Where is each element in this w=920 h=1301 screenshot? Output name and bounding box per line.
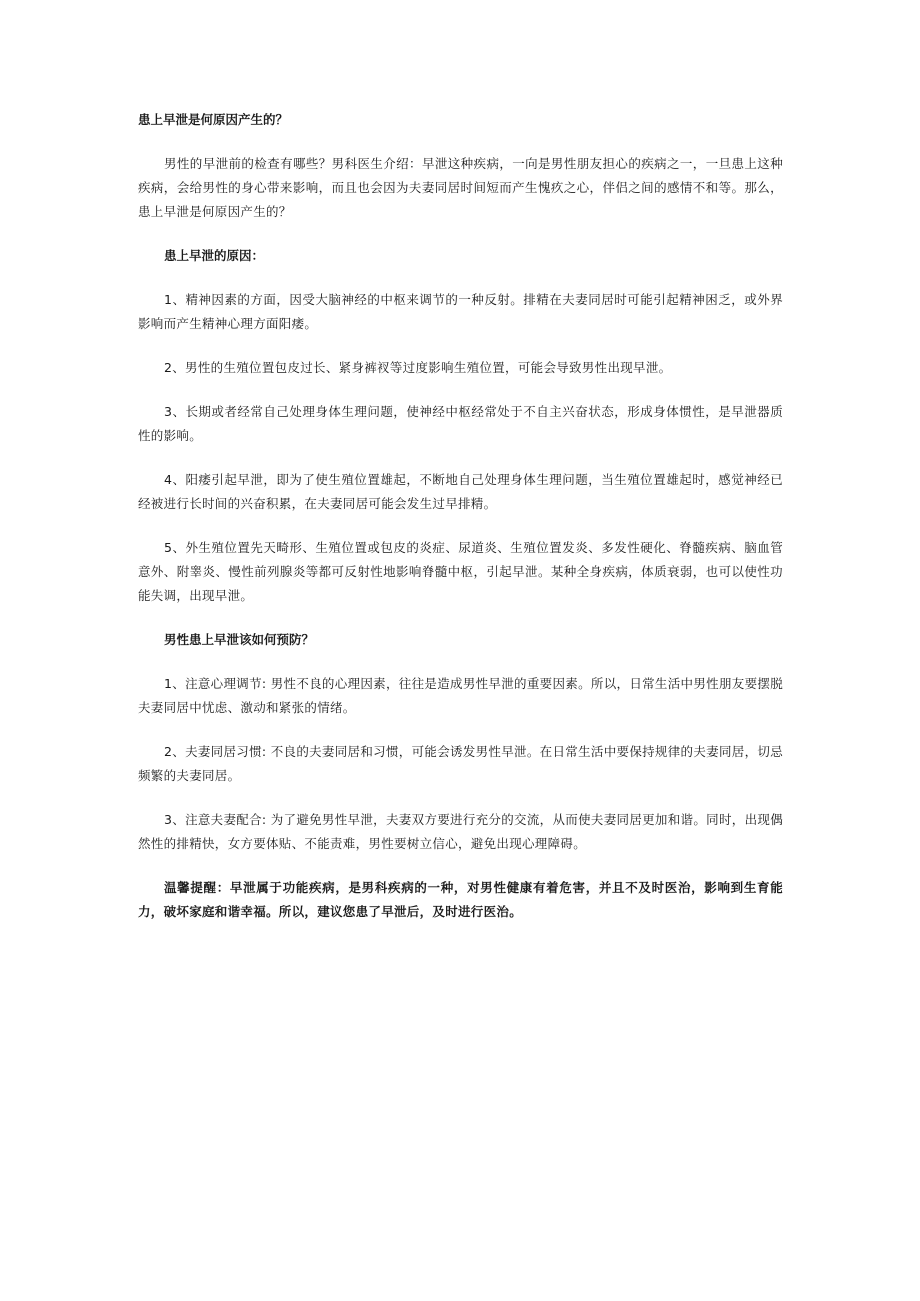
cause-item-3: 3、长期或者经常自己处理身体生理问题，使神经中枢经常处于不自主兴奋状态，形成身体惯性，是早泄器质性的影响。 — [138, 404, 783, 443]
prevention-item-1: 1、注意心理调节: 男性不良的心理因素，往往是造成男性早泄的重要因素。所以，日常生活中男性朋友要摆脱夫妻同居中忧虑、激动和紧张的情绪。 — [138, 676, 783, 715]
document-title: 患上早泄是何原因产生的？ — [138, 112, 289, 127]
intro-paragraph: 男性的早泄前的检查有哪些？男科医生介绍：早泄这种疾病，一向是男性朋友担心的疾病之一，一旦患上这种疾病，会给男性的身心带来影响，而且也会因为夫妻同居时间短而产生愧疚之心，伴侣之间的感情不和等。那么，患上早泄是何原因产生的？ — [138, 156, 783, 219]
causes-heading: 患上早泄的原因： — [164, 248, 265, 263]
prevention-heading: 男性患上早泄该如何预防？ — [164, 632, 315, 647]
cause-item-2: 2、男性的生殖位置包皮过长、紧身裤衩等过度影响生殖位置，可能会导致男性出现早泄。 — [164, 360, 672, 375]
cause-item-5: 5、外生殖位置先天畸形、生殖位置或包皮的炎症、尿道炎、生殖位置发炎、多发性硬化、脊髓疾病、脑血管意外、附睾炎、慢性前列腺炎等都可反射性地影响脊髓中枢，引起早泄。某种全身疾病，体质衰弱，也可以使性功能失调，出现早泄。 — [138, 540, 783, 603]
cause-item-1: 1、精神因素的方面，因受大脑神经的中枢来调节的一种反射。排精在夫妻同居时可能引起精神困乏，或外界影响而产生精神心理方面阳痿。 — [138, 292, 783, 331]
prevention-item-3: 3、注意夫妻配合: 为了避免男性早泄，夫妻双方要进行充分的交流，从而使夫妻同居更加和谐。同时，出现偶然性的排精快，女方要体贴、不能责难，男性要树立信心，避免出现心理障碍。 — [138, 812, 783, 851]
document-page — [138, 108, 783, 944]
prevention-item-2: 2、夫妻同居习惯: 不良的夫妻同居和习惯，可能会诱发男性早泄。在日常生活中要保持规律的夫妻同居，切忌频繁的夫妻同居。 — [138, 744, 783, 783]
cause-item-4: 4、阳痿引起早泄，即为了使生殖位置雄起，不断地自己处理身体生理问题，当生殖位置雄起时，感觉神经已经被进行长时间的兴奋积累，在夫妻同居可能会发生过早排精。 — [138, 472, 783, 511]
reminder-paragraph: 温馨提醒：早泄属于功能疾病，是男科疾病的一种，对男性健康有着危害，并且不及时医治，影响到生育能力，破坏家庭和谐幸福。所以，建议您患了早泄后，及时进行医治。 — [138, 880, 783, 919]
